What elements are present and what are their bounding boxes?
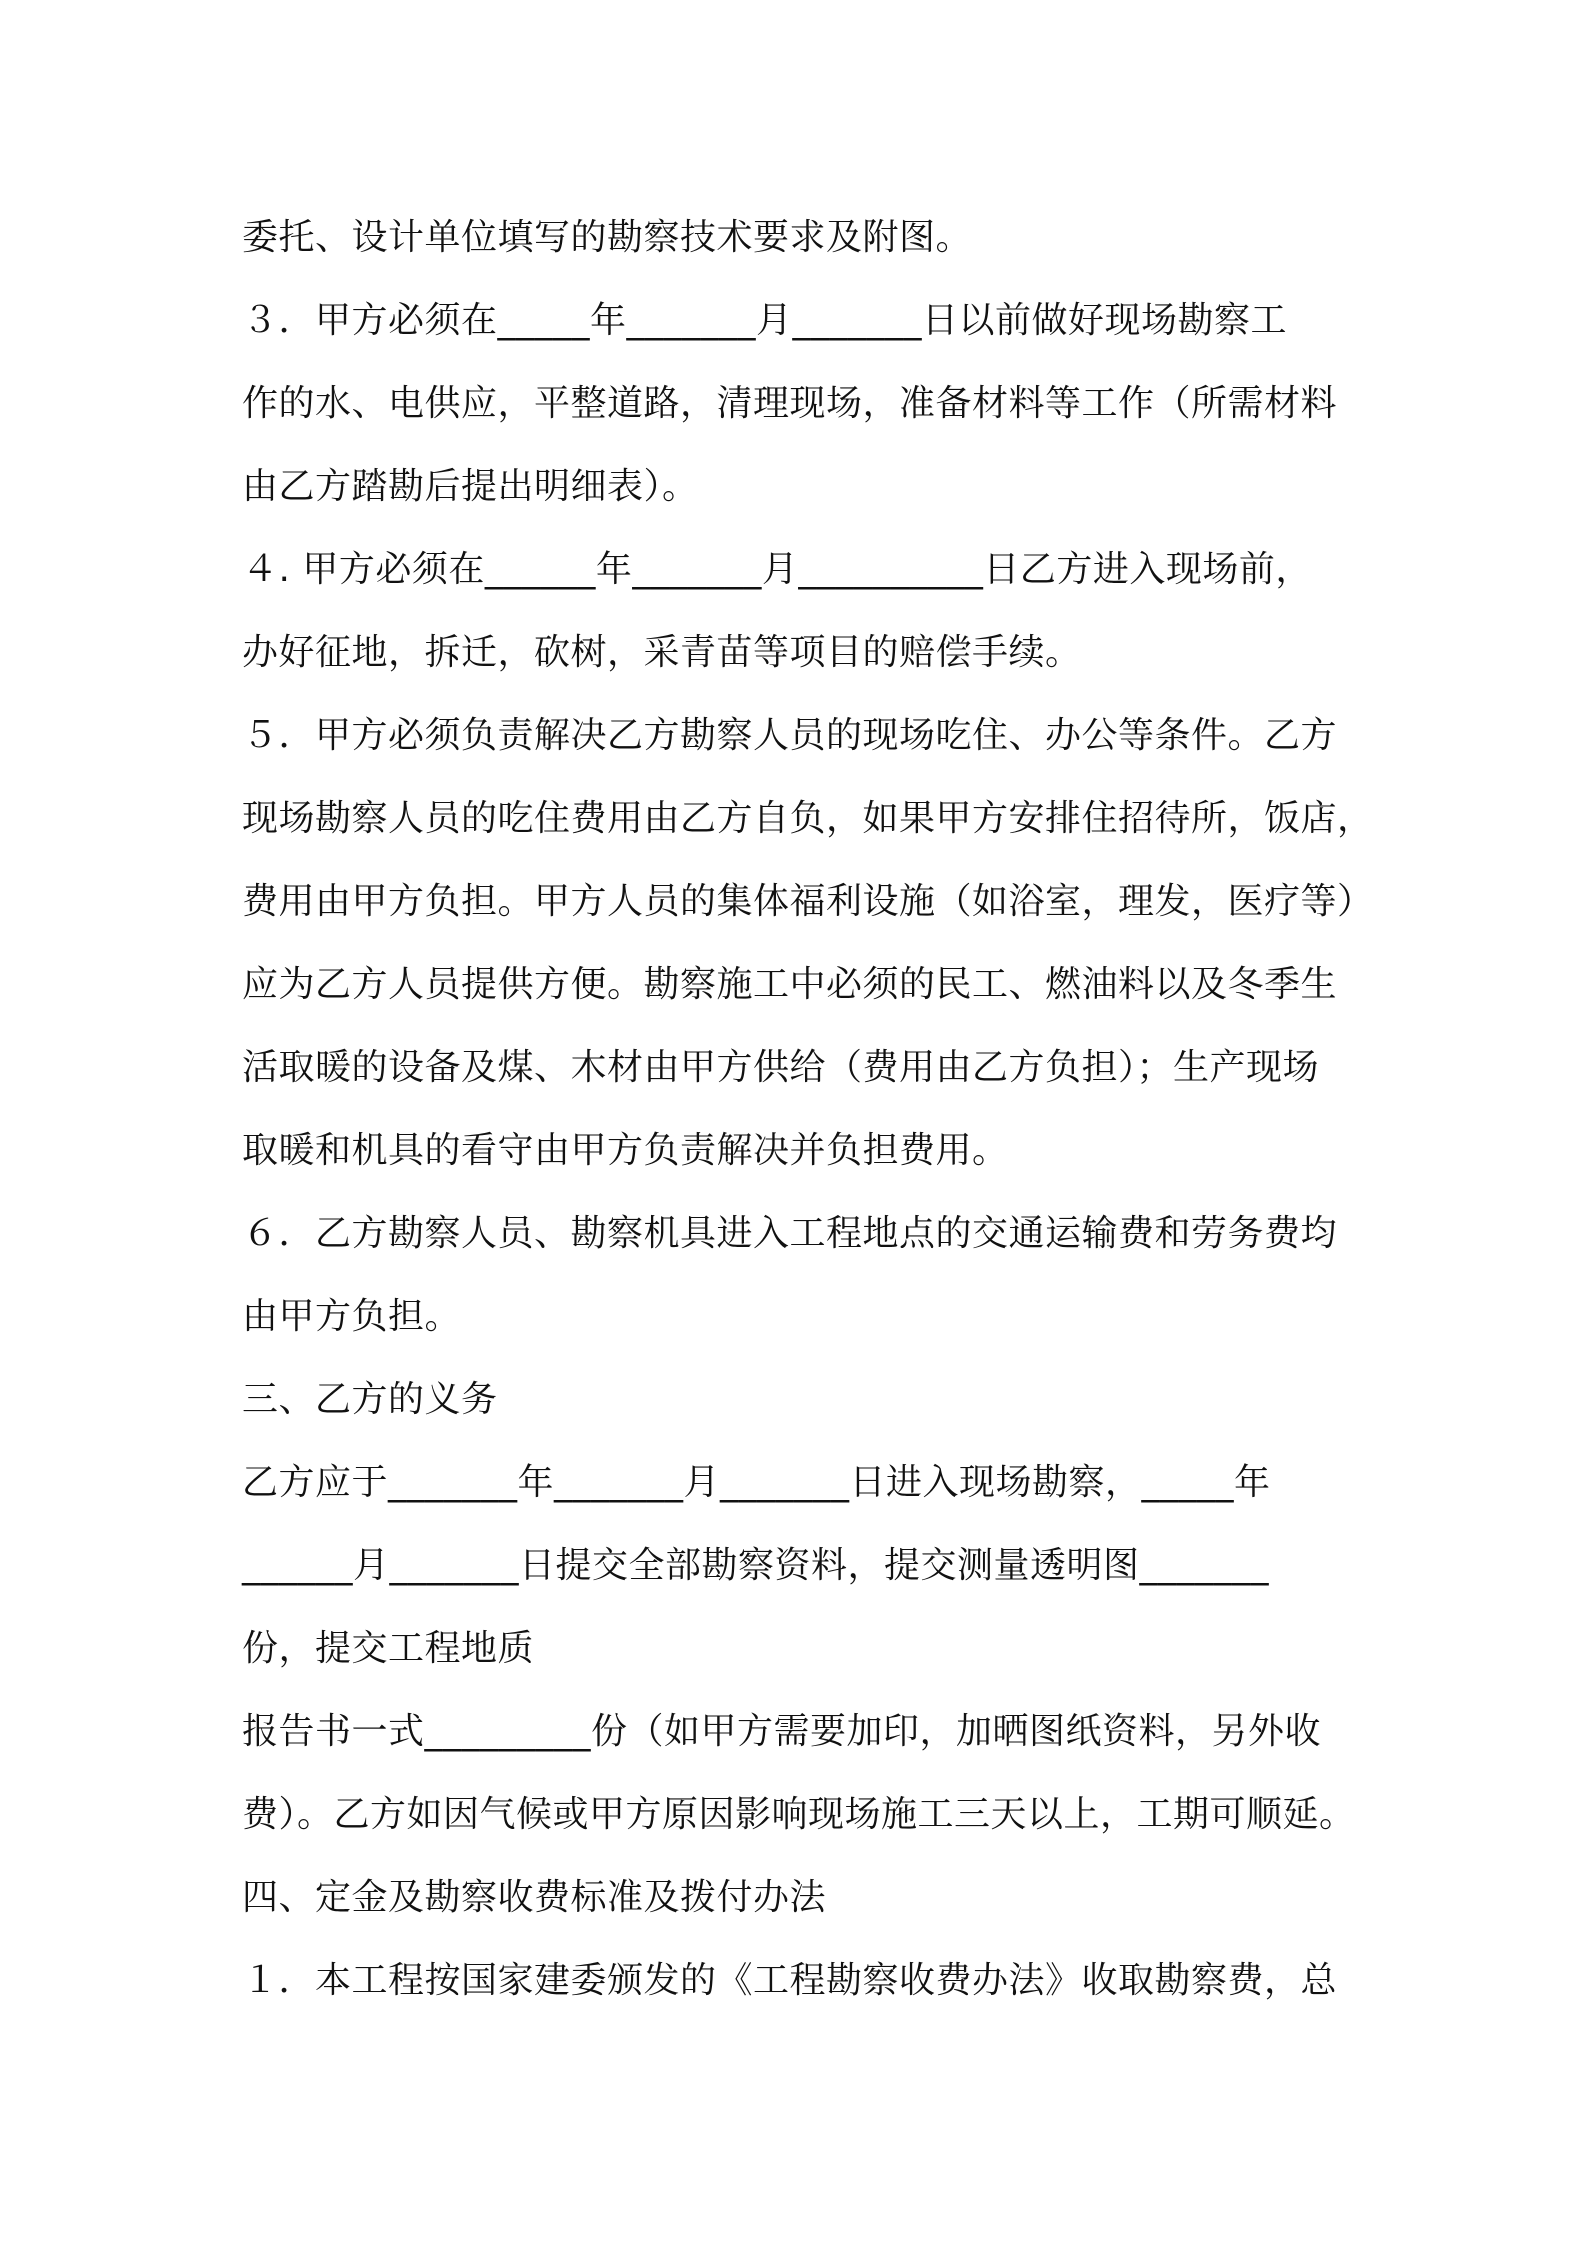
- text-line: 报告书一式_________份（如甲方需要加印，加晒图纸资料，另外收: [242, 1711, 1322, 1752]
- text-line: 活取暖的设备及煤、木材由甲方供给（费用由乙方负担）；生产现场: [242, 1047, 1320, 1088]
- text-line: 份，提交工程地质: [242, 1628, 535, 1669]
- text-line: 作的水、电供应，平整道路，清理现场，准备材料等工作（所需材料: [242, 383, 1338, 424]
- text-line: ３．甲方必须在_____年_______月_______日以前做好现场勘察工: [242, 300, 1288, 341]
- text-line: 取暖和机具的看守由甲方负责解决并负担费用。: [242, 1130, 1009, 1171]
- text-line: 委托、设计单位填写的勘察技术要求及附图。: [242, 217, 973, 258]
- text-line: 由乙方踏勘后提出明细表）。: [242, 466, 699, 507]
- text-line: 应为乙方人员提供方便。勘察施工中必须的民工、燃油料以及冬季生: [242, 964, 1338, 1005]
- text-line: 费用由甲方负担。甲方人员的集体福利设施（如浴室，理发，医疗等）: [242, 881, 1374, 922]
- text-line: 乙方应于_______年_______月_______日进入现场勘察，_____年: [242, 1462, 1271, 1503]
- text-line: 办好征地，拆迁，砍树，采青苗等项目的赔偿手续。: [242, 632, 1082, 673]
- section-heading: 四、定金及勘察收费标准及拨付办法: [242, 1877, 827, 1918]
- text-line: １．本工程按国家建委颁发的《工程勘察收费办法》收取勘察费，总: [242, 1960, 1338, 2001]
- text-line: ４. 甲方必须在______年_______月__________日乙方进入现场前，: [242, 549, 1312, 590]
- text-line: ______月_______日提交全部勘察资料，提交测量透明图_______: [242, 1545, 1270, 1586]
- text-line: 费）。乙方如因气候或甲方原因影响现场施工三天以上，工期可顺延。: [242, 1794, 1356, 1835]
- text-line: ６．乙方勘察人员、勘察机具进入工程地点的交通运输费和劳务费均: [242, 1213, 1338, 1254]
- text-line: ５．甲方必须负责解决乙方勘察人员的现场吃住、办公等条件。乙方: [242, 715, 1338, 756]
- section-heading: 三、乙方的义务: [242, 1379, 498, 1420]
- text-line: 由甲方负担。: [242, 1296, 462, 1337]
- document-body: [242, 196, 1382, 2022]
- text-line: 现场勘察人员的吃住费用由乙方自负，如果甲方安排住招待所，饭店，: [242, 798, 1374, 839]
